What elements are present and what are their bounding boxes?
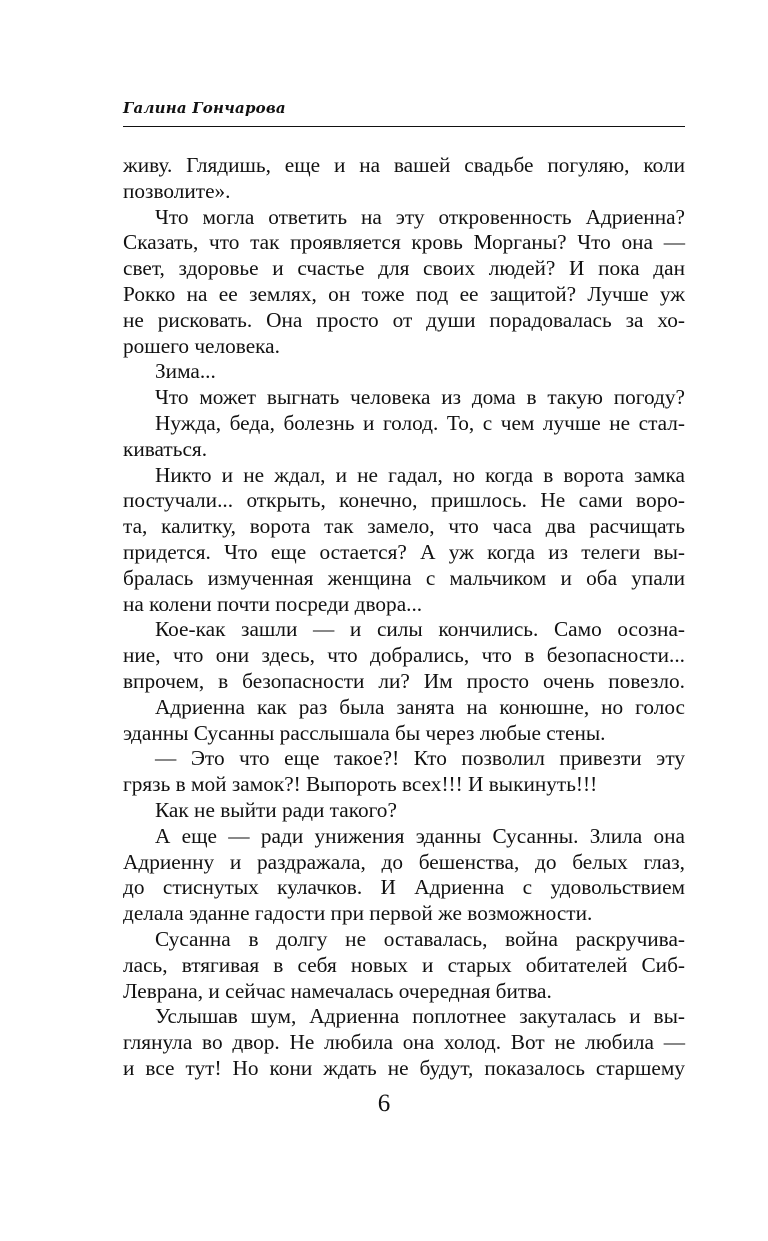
text-line: Нужда, беда, болезнь и голод. То, с чем лучше не стал- [155,410,685,435]
text-line: — Это что еще такое?! Кто позволил привезти эту [155,746,685,771]
text-line: рошего человека. [123,333,280,358]
text-line: Леврана, и сейчас намечалась очередная битва. [123,978,552,1003]
text-line: Как не выйти ради такого? [155,797,397,822]
page-number: 6 [377,1090,391,1117]
text-line: на колени почти посреди двора... [123,591,423,616]
header-rule [123,126,685,127]
text-line: грязь в мой замок?! Выпороть всех!!! И выкинуть!!! [123,772,598,797]
text-line: глянула во двор. Не любила она холод. Вот не любила — [123,1030,685,1055]
text-line: бралась измученная женщина с мальчиком и оба упали [123,565,685,590]
text-line: эданны Сусанны расслышала бы через любые стены. [123,720,606,745]
body-text [123,153,685,1082]
text-line: Адриенну и раздражала, до бешенства, до белых глаз, [123,849,685,874]
text-line: впрочем, в безопасности ли? Им просто очень повезло. [123,668,685,693]
text-line: та, калитку, ворота так замело, что часа два расчищать [123,514,685,539]
text-line: Сказать, что так проявляется кровь Морганы? Что она — [123,230,685,255]
text-line: и все тут! Но кони ждать не будут, показалось старшему [123,1055,685,1080]
text-line: киваться. [123,436,208,461]
text-line: А еще — ради унижения эданны Сусанны. Злила она [155,823,685,848]
text-line: лась, втягивая в себя новых и старых обитателей Сиб- [123,952,685,977]
text-line: делала эданне гадости при первой же возможности. [123,901,593,926]
text-line: Кое-как зашли — и силы кончились. Само осозна- [155,617,685,642]
text-line: Что могла ответить на эту откровенность Адриенна? [155,204,685,229]
text-line: Адриенна как раз была занята на конюшне, но голос [155,694,685,719]
text-line: позволите». [123,178,231,203]
text-line: Сусанна в долгу не оставалась, война раскручива- [155,926,685,951]
text-line: постучали... открыть, конечно, пришлось. Не сами воро- [123,488,685,513]
text-line: Услышав шум, Адриенна поплотнее закуталась и вы- [155,1004,685,1029]
text-line: Что может выгнать человека из дома в такую погоду? [155,385,685,410]
text-line: свет, здоровье и счастье для своих людей? И пока дан [123,256,685,281]
running-head: Галина Гончарова [123,99,286,117]
text-line: Никто и не ждал, и не гадал, но когда в ворота замка [155,462,685,487]
text-line: ние, что они здесь, что добрались, что в безопасности... [123,643,685,668]
text-line: до стиснутых кулачков. И Адриенна с удовольствием [123,875,685,900]
text-line: не рисковать. Она просто от души порадовалась за хо- [123,307,685,332]
text-line: Зима... [155,359,216,384]
text-line: Рокко на ее землях, он тоже под ее защитой? Лучше уж [123,281,685,306]
text-line: живу. Глядишь, еще и на вашей свадьбе погуляю, коли [123,153,685,177]
text-line: придется. Что еще остается? А уж когда из телеги вы- [123,539,685,564]
